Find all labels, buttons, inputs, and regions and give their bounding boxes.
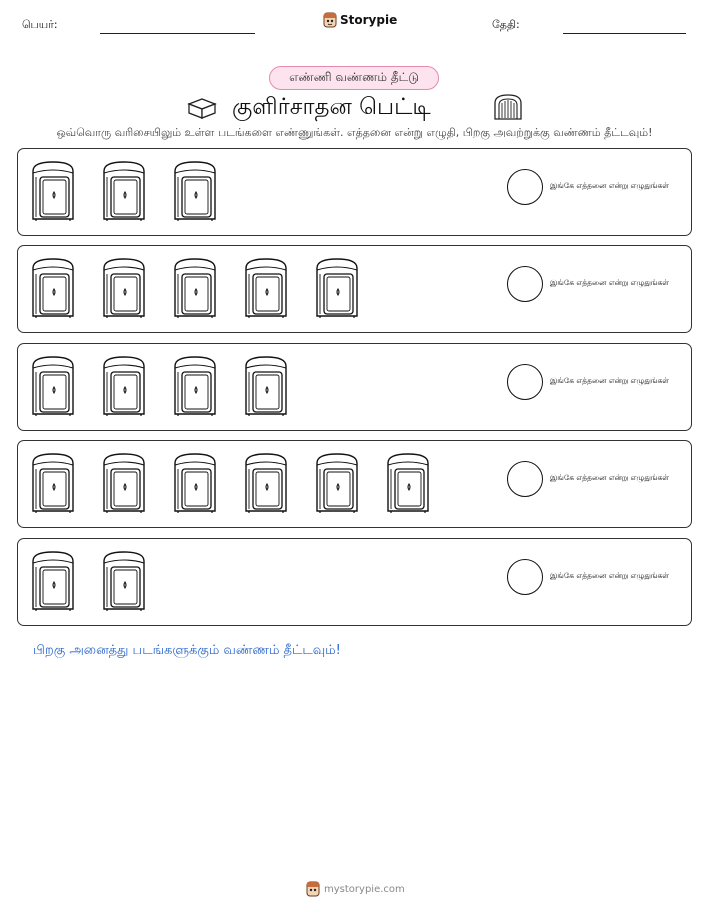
- fridge-icon[interactable]: [312, 451, 362, 513]
- answer-circle[interactable]: [507, 169, 543, 205]
- fridge-icon[interactable]: [99, 256, 149, 318]
- answer-label: இங்கே எத்தனை என்று எழுதுங்கள்: [550, 278, 670, 287]
- fridge-icon[interactable]: [312, 256, 362, 318]
- fridge-icon[interactable]: [170, 256, 220, 318]
- fridge-outline-icon: [491, 93, 525, 121]
- brand-name: Storypie: [340, 13, 398, 27]
- name-line[interactable]: [100, 33, 255, 34]
- answer-label: இங்கே எத்தனை என்று எழுதுங்கள்: [550, 571, 670, 580]
- answer-circle[interactable]: [507, 559, 543, 595]
- storypie-logo: [323, 12, 397, 28]
- answer-label: இங்கே எத்தனை என்று எழுதுங்கள்: [550, 181, 670, 190]
- ice-cube-icon: [186, 95, 218, 119]
- date-label: தேதி:: [492, 18, 520, 31]
- fridge-icon[interactable]: [170, 451, 220, 513]
- name-label: பெயர்:: [22, 18, 58, 31]
- footer-note: பிறகு அனைத்து படங்களுக்கும் வண்ணம் தீட்டவும்!: [33, 643, 341, 658]
- fridge-group: [28, 549, 170, 611]
- fridge-icon[interactable]: [241, 256, 291, 318]
- answer-label: இங்கே எத்தனை என்று எழுதுங்கள்: [550, 473, 670, 482]
- fridge-icon[interactable]: [28, 159, 78, 221]
- fridge-group: [28, 354, 312, 416]
- instructions: ஒவ்வொரு வரிசையிலும் உள்ள படங்களை எண்ணுங்கள். எத்தனை என்று எழுதி, பிறகு அவற்றுக்கு வண்ணம் தீட்டவும்!: [56, 126, 653, 139]
- fridge-icon[interactable]: [99, 549, 149, 611]
- counting-row: [17, 538, 692, 626]
- storypie-logo-icon: [306, 881, 320, 897]
- fridge-icon[interactable]: [170, 354, 220, 416]
- fridge-icon[interactable]: [241, 354, 291, 416]
- answer-circle[interactable]: [507, 461, 543, 497]
- fridge-icon[interactable]: [99, 354, 149, 416]
- footer-brand: [306, 881, 405, 897]
- fridge-icon[interactable]: [170, 159, 220, 221]
- fridge-icon[interactable]: [28, 256, 78, 318]
- answer-label: இங்கே எத்தனை என்று எழுதுங்கள்: [550, 376, 670, 385]
- counting-row: [17, 343, 692, 431]
- answer-circle[interactable]: [507, 364, 543, 400]
- fridge-icon[interactable]: [99, 159, 149, 221]
- counting-row: [17, 245, 692, 333]
- fridge-icon[interactable]: [28, 549, 78, 611]
- footer-site: mystorypie.com: [324, 883, 405, 895]
- activity-badge: எண்ணி வண்ணம் தீட்டு: [269, 66, 439, 90]
- fridge-icon[interactable]: [241, 451, 291, 513]
- storypie-logo-icon: [323, 12, 337, 28]
- fridge-group: [28, 256, 383, 318]
- page-title: குளிர்சாதன பெட்டி: [232, 94, 431, 120]
- answer-circle[interactable]: [507, 266, 543, 302]
- fridge-icon[interactable]: [383, 451, 433, 513]
- fridge-group: [28, 451, 454, 513]
- fridge-icon[interactable]: [28, 354, 78, 416]
- fridge-icon[interactable]: [99, 451, 149, 513]
- fridge-group: [28, 159, 241, 221]
- counting-row: [17, 440, 692, 528]
- fridge-icon[interactable]: [28, 451, 78, 513]
- counting-row: [17, 148, 692, 236]
- date-line[interactable]: [563, 33, 686, 34]
- title-row: [0, 90, 709, 126]
